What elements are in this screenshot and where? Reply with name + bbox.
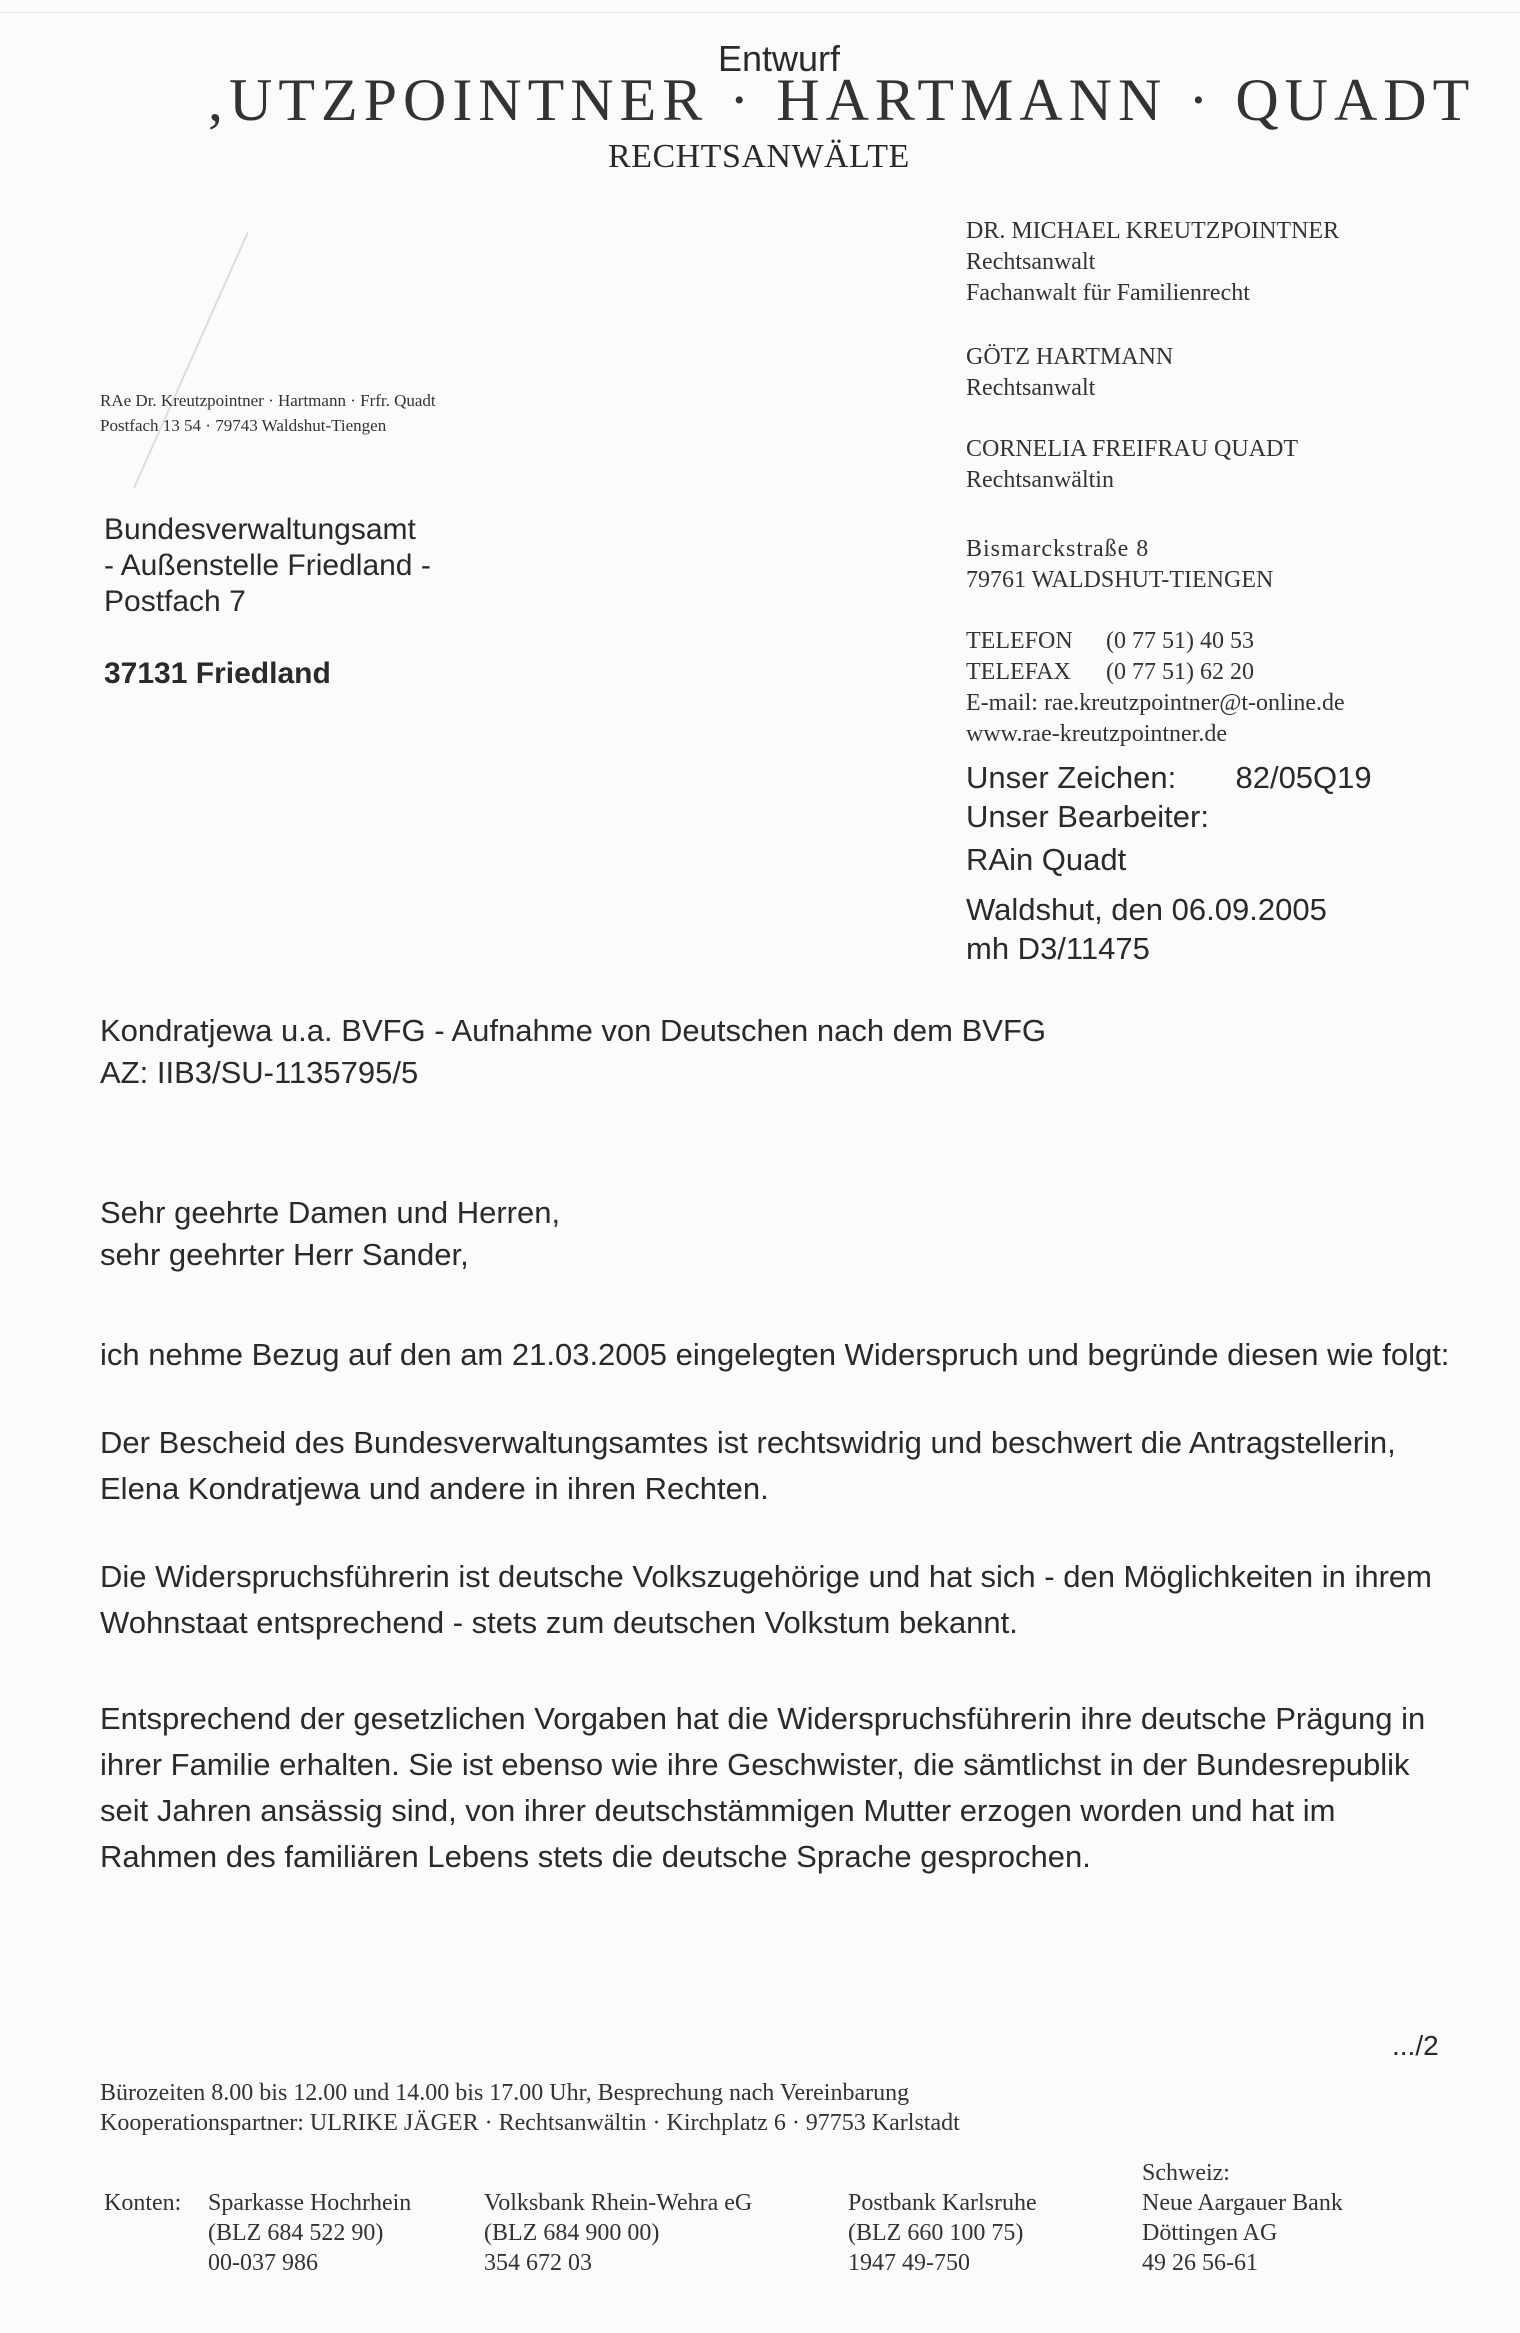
account-number: 1947 49-750: [848, 2250, 970, 2276]
bank-code: (BLZ 660 100 75): [848, 2220, 1024, 2246]
letter-date: 06.09.2005: [1171, 892, 1327, 927]
handler-label: Unser Bearbeiter:: [966, 799, 1209, 834]
dictation-code: mh D3/11475: [966, 931, 1150, 966]
lawyer-name: CORNELIA FREIFRAU QUADT: [966, 436, 1299, 462]
lawyer-role: Rechtsanwalt: [966, 249, 1096, 275]
recipient-line: - Außenstelle Friedland -: [104, 549, 431, 582]
phone-number: (0 77 51) 40 53: [1106, 628, 1254, 654]
bank-city: Döttingen AG: [1142, 2220, 1278, 2246]
lawyer-name: GÖTZ HARTMANN: [966, 344, 1174, 370]
firm-name: ,UTZPOINTNER · HARTMANN · QUADT: [208, 67, 1476, 133]
bank-code: (BLZ 684 900 00): [484, 2220, 660, 2246]
return-address: [100, 388, 436, 438]
lawyer-kreutzpointner: [966, 216, 1339, 309]
firm-subtitle: RECHTSANWÄLTE: [608, 138, 910, 175]
account-postbank: [848, 2188, 1037, 2278]
lawyer-role: Rechtsanwalt: [966, 375, 1096, 401]
place-date-label: Waldshut, den: [966, 892, 1164, 927]
our-ref-row: [966, 758, 1372, 797]
fax-number: (0 77 51) 62 20: [1106, 659, 1254, 685]
swiss-label: Schweiz:: [1142, 2160, 1230, 2186]
office-website: www.rae-kreutzpointner.de: [966, 721, 1227, 747]
bank-name: Postbank Karlsruhe: [848, 2190, 1037, 2216]
scan-artifact-line: [133, 232, 249, 489]
lawyer-name: DR. MICHAEL KREUTZPOINTNER: [966, 218, 1340, 244]
salutation-line: sehr geehrter Herr Sander,: [100, 1237, 469, 1272]
return-address-line: RAe Dr. Kreutzpointner · Hartmann · Frfr. Quadt: [100, 391, 436, 410]
page-continuation: .../2: [1392, 2030, 1439, 2061]
accounts-label: Konten:: [104, 2190, 182, 2216]
date-block: [966, 890, 1327, 968]
draft-label: Entwurf: [718, 38, 841, 79]
scan-edge-line: [0, 12, 1520, 13]
recipient-zip-city: 37131 Friedland: [104, 657, 331, 690]
body-paragraph: ich nehme Bezug auf den am 21.03.2005 eingelegten Widerspruch und begründe diesen wie folgt:: [100, 1337, 1450, 1372]
account-swiss: [1142, 2158, 1343, 2278]
office-street: Bismarckstraße 8: [966, 536, 1150, 562]
office-city: 79761 WALDSHUT-TIENGEN: [966, 567, 1274, 593]
recipient-line: Bundesverwaltungsamt: [104, 513, 416, 546]
subject-line: Kondratjewa u.a. BVFG - Aufnahme von Deutschen nach dem BVFG: [100, 1013, 1046, 1048]
body-paragraph: Entsprechend der gesetzlichen Vorgaben hat die Widerspruchsführerin ihre deutsche Prägung in ihrer Familie erhalten. Sie ist ebenso wie ihre Geschwister, die sämtlichst in der Bundesrepublik seit Jahren ansässig sind, von ihrer deutschstämmigen Mutter erzogen worden und hat im Rahmen des familiären Lebens stets die deutsche Sprache gesprochen.: [100, 1701, 1426, 1874]
account-sparkasse: [208, 2188, 411, 2278]
lawyer-hartmann: [966, 342, 1173, 404]
bank-name: Volksbank Rhein-Wehra eG: [484, 2190, 753, 2216]
bank-name: Sparkasse Hochrhein: [208, 2190, 412, 2216]
office-hours: Bürozeiten 8.00 bis 12.00 und 14.00 bis 17.00 Uhr, Besprechung nach Vereinbarung: [100, 2080, 910, 2106]
return-address-line: Postfach 13 54 · 79743 Waldshut-Tiengen: [100, 416, 387, 435]
account-number: 49 26 56-61: [1142, 2250, 1258, 2276]
lawyer-quadt: [966, 434, 1298, 496]
recipient-address: [104, 512, 431, 692]
lawyer-specialty: Fachanwalt für Familienrecht: [966, 280, 1250, 306]
footer-info: [100, 2078, 960, 2138]
place-date-row: [966, 890, 1327, 929]
file-number: AZ: IIB3/SU-1135795/5: [100, 1055, 419, 1090]
account-volksbank: [484, 2188, 752, 2278]
lawyer-role: Rechtsanwältin: [966, 467, 1114, 493]
office-contact: [966, 626, 1345, 750]
salutation-line: Sehr geehrte Damen und Herren,: [100, 1195, 561, 1230]
phone-table: [966, 626, 1254, 688]
our-ref-label: Unser Zeichen:: [966, 760, 1177, 795]
cooperation-partner: Kooperationspartner: ULRIKE JÄGER · Rechtsanwältin · Kirchplatz 6 · 97753 Karlstadt: [100, 2110, 960, 2136]
salutation: [100, 1192, 560, 1276]
bank-name: Neue Aargauer Bank: [1142, 2190, 1343, 2216]
account-number: 354 672 03: [484, 2250, 592, 2276]
recipient-line: Postfach 7: [104, 585, 246, 618]
bank-code: (BLZ 684 522 90): [208, 2220, 384, 2246]
handler-name: RAin Quadt: [966, 842, 1127, 877]
our-ref-value: 82/05Q19: [1235, 760, 1372, 795]
subject-block: [100, 1010, 1046, 1094]
body-paragraph: Der Bescheid des Bundesverwaltungsamtes ist rechtswidrig und beschwert die Antragstellerin, Elena Kondratjewa und andere in ihren Rechten.: [100, 1425, 1396, 1506]
account-number: 00-037 986: [208, 2250, 318, 2276]
reference-block: [966, 758, 1372, 879]
fax-label: TELEFAX: [966, 659, 1071, 685]
office-email: E-mail: rae.kreutzpointner@t-online.de: [966, 690, 1345, 716]
office-address: [966, 534, 1273, 596]
phone-label: TELEFON: [966, 628, 1073, 654]
body-paragraph: Die Widerspruchsführerin ist deutsche Volkszugehörige und hat sich - den Möglichkeiten in ihrem Wohnstaat entsprechend - stets zum deutschen Volkstum bekannt.: [100, 1559, 1432, 1640]
